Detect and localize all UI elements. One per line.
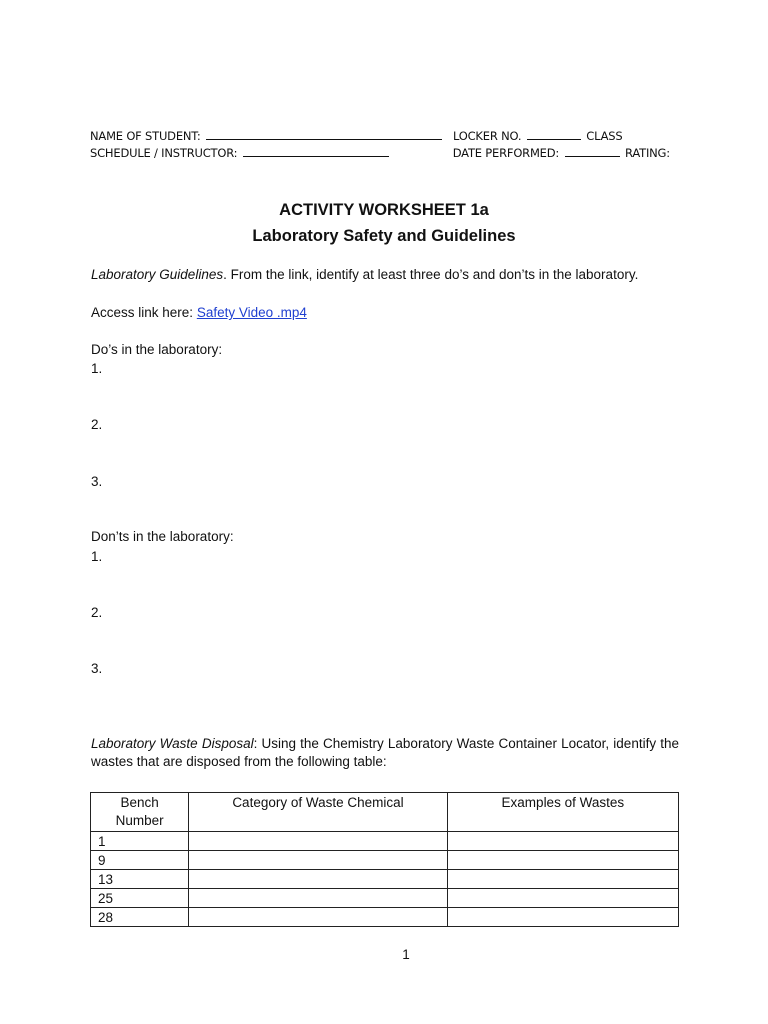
bench-cell: 13 — [91, 870, 189, 889]
waste-lead: Laboratory Waste Disposal — [91, 736, 254, 751]
name-of-student-field[interactable] — [206, 128, 442, 140]
dos-item-3: 3. — [91, 474, 103, 489]
category-header: Category of Waste Chemical — [189, 793, 447, 832]
table-row — [91, 832, 679, 851]
waste-text: : Using the Chemistry Laboratory Waste Container Locator, identify the wastes that are disposed from the following table: — [91, 736, 679, 769]
schedule-instructor-label: SCHEDULE / INSTRUCTOR: — [90, 146, 238, 160]
access-link-line — [91, 305, 307, 320]
examples-cell[interactable] — [447, 908, 678, 927]
guidelines-lead: Laboratory Guidelines — [91, 267, 224, 282]
safety-video-link[interactable]: Safety Video .mp4 — [196, 305, 307, 320]
examples-header: Examples of Wastes — [447, 793, 678, 832]
bench-cell: 28 — [91, 908, 189, 927]
table-row — [91, 851, 679, 870]
bench-cell: 9 — [91, 851, 189, 870]
guidelines-text: . From the link, identify at least three do’s and don’ts in the laboratory. — [223, 267, 639, 282]
header-row-2 — [90, 145, 670, 160]
examples-cell[interactable] — [447, 889, 678, 908]
rating-label: RATING: — [625, 146, 670, 160]
table-row — [91, 889, 679, 908]
category-cell[interactable] — [189, 870, 447, 889]
worksheet-subtitle: Laboratory Safety and Guidelines — [252, 227, 516, 245]
waste-paragraph — [91, 735, 679, 771]
category-cell[interactable] — [189, 889, 447, 908]
table-row — [91, 908, 679, 927]
examples-cell[interactable] — [447, 870, 678, 889]
date-performed-field[interactable] — [565, 145, 620, 157]
bench-cell: 25 — [91, 889, 189, 908]
class-label: CLASS — [586, 129, 623, 143]
donts-item-2: 2. — [91, 605, 103, 620]
donts-item-1: 1. — [91, 549, 103, 564]
worksheet-title: ACTIVITY WORKSHEET 1a — [279, 201, 489, 219]
donts-item-3: 3. — [91, 661, 103, 676]
waste-table — [90, 792, 679, 927]
examples-cell[interactable] — [447, 851, 678, 870]
bench-number-header: Bench Number — [91, 793, 189, 832]
dos-item-2: 2. — [91, 417, 103, 432]
dos-heading: Do’s in the laboratory: — [91, 342, 223, 357]
access-link-label: Access link here: — [91, 305, 194, 320]
donts-heading: Don’ts in the laboratory: — [91, 529, 234, 544]
table-row — [91, 870, 679, 889]
examples-cell[interactable] — [447, 832, 678, 851]
page-number: 1 — [402, 947, 410, 962]
header-row-1 — [90, 128, 622, 143]
table-header-row — [91, 793, 679, 832]
category-cell[interactable] — [189, 832, 447, 851]
locker-no-label: LOCKER NO. — [452, 129, 522, 143]
category-cell[interactable] — [189, 908, 447, 927]
date-performed-label: DATE PERFORMED: — [452, 146, 560, 160]
dos-item-1: 1. — [91, 361, 103, 376]
schedule-instructor-field[interactable] — [243, 145, 389, 157]
name-of-student-label: NAME OF STUDENT: — [90, 129, 201, 143]
category-cell[interactable] — [189, 851, 447, 870]
locker-no-field[interactable] — [527, 128, 581, 140]
guidelines-paragraph — [91, 266, 679, 284]
bench-cell: 1 — [91, 832, 189, 851]
